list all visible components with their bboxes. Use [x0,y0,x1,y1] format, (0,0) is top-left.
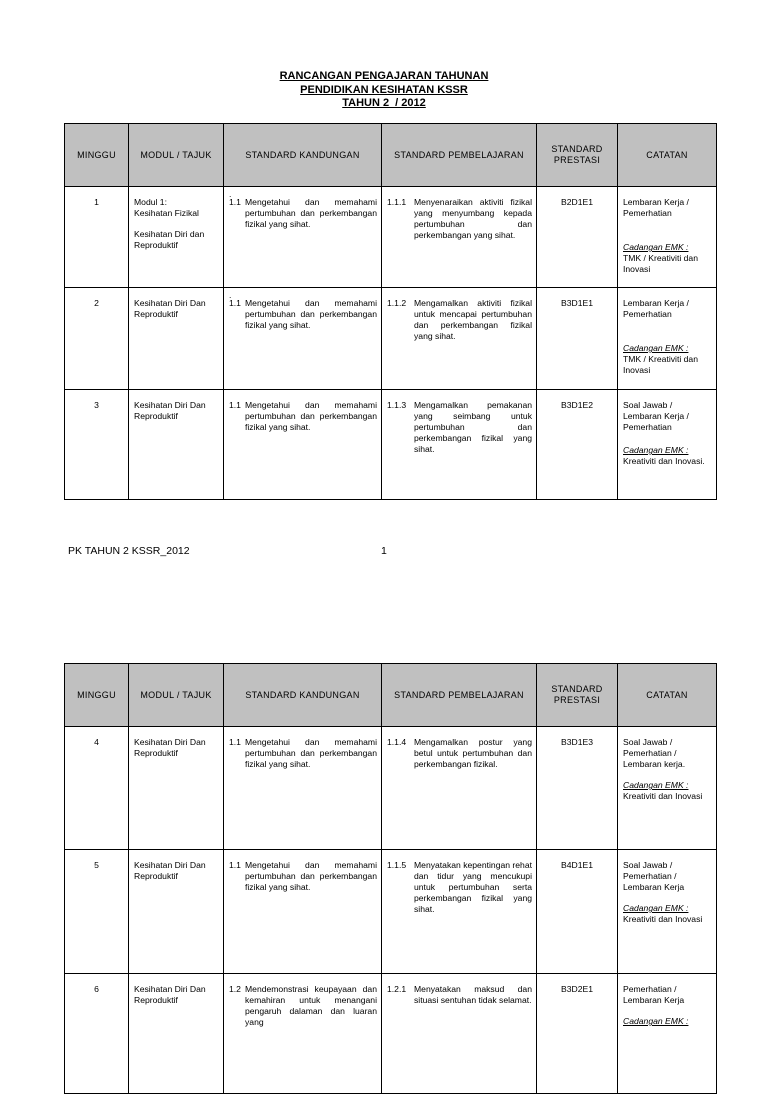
col-header-modul: MODUL / TAJUK [129,664,224,727]
emk-label: Cadangan EMK : [623,780,689,790]
standard-pembelajaran-cell [382,288,537,390]
catatan-cell [618,187,717,288]
standard-prestasi-cell: B2D1E1 [537,187,618,288]
sk-text: Mengetahui dan memahami pertumbuhan dan perkembangan fizikal yang sihat. [245,197,377,229]
doc-title-line2: PENDIDIKAN KESIHATAN KSSR [300,84,468,96]
modul-cell [129,850,224,974]
sp-code: 1.1.5 [387,860,407,870]
sp-text: Mengamalkan postur yang betul untuk pertumbuhan dan perkembangan fizikal. [414,737,532,769]
col-header-minggu: MINGGU [65,124,129,187]
col-header-modul: MODUL / TAJUK [129,124,224,187]
col-header-standard-pembelajaran: STANDARD PEMBELAJARAN [382,124,537,187]
table-row [65,850,717,974]
catatan-text: TMK / Kreativiti dan Inovasi [623,253,698,274]
minggu-cell: 5 [65,850,129,974]
minggu-cell: 6 [65,974,129,1094]
catatan-text: Kreativiti dan Inovasi. [623,456,705,466]
catatan-text: TMK / Kreativiti dan Inovasi [623,354,698,375]
modul-text: Kesihatan Diri Dan Reproduktif [134,400,206,421]
sk-code: 1.1 [229,400,241,410]
minggu-cell: 3 [65,390,129,500]
emk-label: Cadangan EMK : [623,445,689,455]
sp-code: 1.1.4 [387,737,407,747]
standard-kandungan-cell [224,727,382,850]
modul-text: Modul 1: [134,197,167,207]
standard-prestasi-cell: B3D1E2 [537,390,618,500]
standard-prestasi-cell: B3D1E1 [537,288,618,390]
emk-label: Cadangan EMK : [623,242,689,252]
col-header-minggu: MINGGU [65,664,129,727]
sp-code: 1.1.3 [387,400,407,410]
minggu-cell: 4 [65,727,129,850]
col-header-standard-kandungan: STANDARD KANDUNGAN [224,124,382,187]
footer-doc-name: PK TAHUN 2 KSSR_2012 [68,545,190,557]
catatan-text: Lembaran Kerja / Pemerhatian [623,197,689,218]
catatan-cell [618,390,717,500]
standard-prestasi-cell: B3D1E3 [537,727,618,850]
sk-code: 1.1 [229,197,241,207]
sk-text: Mengetahui dan memahami pertumbuhan dan perkembangan fizikal yang sihat. [245,400,377,432]
sk-code: 1.1 [229,298,241,308]
table-row [65,288,717,390]
catatan-cell [618,727,717,850]
modul-text: Kesihatan Diri Dan Reproduktif [134,298,206,319]
catatan-text: Soal Jawab / Pemerhatian / Lembaran kerja. [623,737,686,769]
sp-text: Mengamalkan pemakanan yang seimbang untuk pertumbuhan dan perkembangan fizikal yang sihat. [414,400,532,454]
modul-cell [129,727,224,850]
catatan-text: Kreativiti dan Inovasi [623,914,703,924]
sk-text: Mendemonstrasi keupayaan dan kemahiran untuk menangani pengaruh dalaman dan luaran yang [245,984,377,1027]
modul-cell [129,974,224,1094]
standard-kandungan-cell: . 1.1 Mengetahui dan memahami pertumbuhan dan perkembangan fizikal yang sihat. [224,288,382,390]
col-header-catatan: CATATAN [618,664,717,727]
sk-text: Mengetahui dan memahami pertumbuhan dan perkembangan fizikal yang sihat. [245,737,377,769]
standard-pembelajaran-cell [382,187,537,288]
doc-title-line1: RANCANGAN PENGAJARAN TAHUNAN [279,70,489,82]
catatan-cell [618,850,717,974]
standard-kandungan-cell: . 1.1 Mengetahui dan memahami pertumbuhan dan perkembangan fizikal yang sihat. [224,187,382,288]
catatan-cell [618,974,717,1094]
table-header-row [65,124,717,187]
plan-table-1 [64,123,717,500]
emk-label: Cadangan EMK : [623,1016,689,1026]
minggu-cell: 2 [65,288,129,390]
modul-text: Kesihatan Diri Dan Reproduktif [134,737,206,758]
col-header-standard-prestasi: STANDARD PRESTASI [537,124,618,187]
standard-kandungan-cell [224,850,382,974]
sk-text: Mengetahui dan memahami pertumbuhan dan perkembangan fizikal yang sihat. [245,298,377,330]
sk-code: 1.1 [229,860,241,870]
modul-cell [129,390,224,500]
col-header-standard-kandungan: STANDARD KANDUNGAN [224,664,382,727]
standard-pembelajaran-cell [382,727,537,850]
emk-label: Cadangan EMK : [623,343,689,353]
col-header-catatan: CATATAN [618,124,717,187]
modul-text: Kesihatan Diri Dan Reproduktif [134,860,206,881]
col-header-standard-pembelajaran: STANDARD PEMBELAJARAN [382,664,537,727]
sp-text: Mengamalkan aktiviti fizikal untuk mencapai pertumbuhan dan perkembangan fizikal yang sihat. [414,298,532,341]
sp-code: 1.1.2 [387,298,407,308]
modul-cell [129,187,224,288]
sk-text: Mengetahui dan memahami pertumbuhan dan perkembangan fizikal yang sihat. [245,860,377,892]
catatan-text: Kreativiti dan Inovasi [623,791,703,801]
table-header-row [65,664,717,727]
catatan-text: Soal Jawab / Pemerhatian / Lembaran Kerja [623,860,685,892]
standard-kandungan-cell [224,390,382,500]
sk-code: 1.2 [229,984,241,994]
table-row [65,727,717,850]
modul-text: Kesihatan Fizikal [134,208,199,218]
emk-label: Cadangan EMK : [623,903,689,913]
modul-text: Kesihatan Diri Dan Reproduktif [134,984,206,1005]
standard-prestasi-cell: B4D1E1 [537,850,618,974]
minggu-cell: 1 [65,187,129,288]
standard-pembelajaran-cell [382,850,537,974]
sp-code: 1.1.1 [387,197,407,207]
modul-cell [129,288,224,390]
standard-prestasi-cell: B3D2E1 [537,974,618,1094]
table-row [65,187,717,288]
catatan-text: Pemerhatian / Lembaran Kerja [623,984,685,1005]
plan-table-2 [64,663,717,1094]
doc-title-line3: TAHUN 2 / 2012 [342,97,426,109]
sk-code: 1.1 [229,737,241,747]
footer-page-number: 1 [381,545,387,557]
sp-text: Menyatakan kepentingan rehat dan tidur yang mencukupi untuk pertumbuhan serta perkembangan fizikal yang sihat. [414,860,533,914]
sp-text: Menyenaraikan aktiviti fizikal yang menyumbang kepada pertumbuhan dan perkembangan yang sihat. [414,197,532,240]
catatan-text: Soal Jawab / Lembaran Kerja / Pemerhatian [623,400,689,432]
sp-code: 1.2.1 [387,984,407,994]
col-header-standard-prestasi: STANDARD PRESTASI [537,664,618,727]
table-row [65,390,717,500]
catatan-text: Lembaran Kerja / Pemerhatian [623,298,689,319]
modul-text: Kesihatan Diri dan Reproduktif [134,229,205,250]
standard-pembelajaran-cell [382,974,537,1094]
sp-text: Menyatakan maksud dan situasi sentuhan tidak selamat. [414,984,532,1005]
catatan-cell [618,288,717,390]
standard-kandungan-cell [224,974,382,1094]
standard-pembelajaran-cell [382,390,537,500]
table-row [65,974,717,1094]
